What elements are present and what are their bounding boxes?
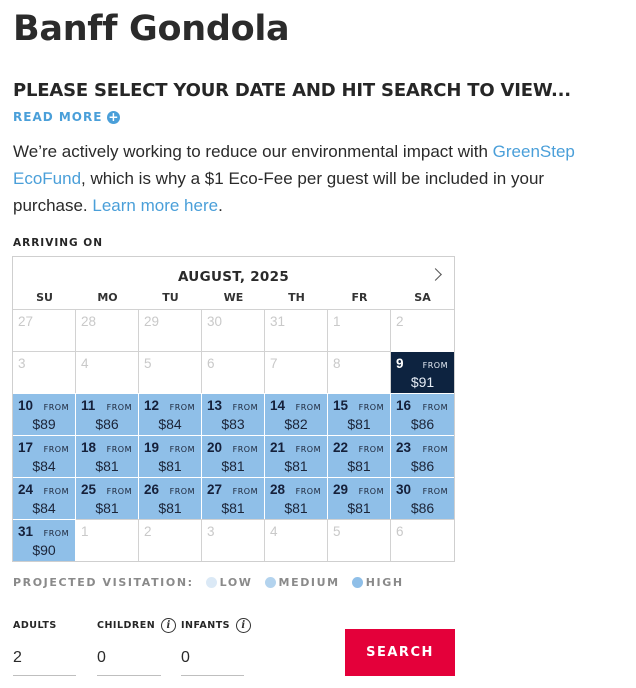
day-price: $81 <box>95 500 119 516</box>
arriving-on-label: ARRIVING ON <box>13 237 104 249</box>
weekday-row <box>13 287 454 309</box>
day-number: 4 <box>81 356 89 371</box>
day-number: 12 <box>144 398 160 413</box>
adults-label-text: ADULTS <box>13 619 57 631</box>
day-number: 15 <box>333 398 349 413</box>
day-price: $83 <box>221 416 245 432</box>
infants-input[interactable] <box>181 645 244 676</box>
from-label: FROM <box>232 403 258 412</box>
day-number: 6 <box>396 524 404 539</box>
day-number: 23 <box>396 440 412 455</box>
eco-fee-notice <box>13 138 623 219</box>
children-field <box>97 618 176 676</box>
day-number: 28 <box>270 482 286 497</box>
day-number: 1 <box>81 524 89 539</box>
legend-medium <box>265 576 340 589</box>
page-subtitle: PLEASE SELECT YOUR DATE AND HIT SEARCH TO VIEW... <box>13 80 571 101</box>
day-number: 16 <box>396 398 412 413</box>
calendar-day[interactable] <box>76 477 139 519</box>
day-number: 22 <box>333 440 349 455</box>
calendar-day-disabled <box>265 351 328 393</box>
projected-visitation-legend <box>13 576 404 589</box>
day-number: 24 <box>18 482 34 497</box>
day-price: $81 <box>347 500 371 516</box>
calendar-day[interactable] <box>265 477 328 519</box>
search-button[interactable]: SEARCH <box>345 629 455 676</box>
legend-low <box>206 576 253 589</box>
calendar-day[interactable] <box>202 435 265 477</box>
day-number: 31 <box>270 314 286 329</box>
date-calendar <box>12 256 455 562</box>
day-number: 3 <box>207 524 215 539</box>
day-number: 17 <box>18 440 34 455</box>
day-price: $86 <box>410 500 435 516</box>
calendar-day-disabled <box>76 519 139 561</box>
from-label: FROM <box>43 403 69 412</box>
day-number: 11 <box>81 398 96 413</box>
info-icon[interactable]: i <box>161 618 176 633</box>
calendar-day[interactable] <box>265 393 328 435</box>
calendar-day-disabled <box>391 309 454 351</box>
from-label: FROM <box>295 403 321 412</box>
day-price: $82 <box>284 416 308 432</box>
calendar-day[interactable] <box>139 477 202 519</box>
calendar-grid <box>13 309 454 561</box>
calendar-day-disabled <box>328 351 391 393</box>
eco-text-1: We’re actively working to reduce our environmental impact with <box>13 142 493 161</box>
from-label: FROM <box>422 445 448 454</box>
learn-more-link[interactable]: Learn more here <box>92 196 219 215</box>
visitation-label: PROJECTED VISITATION: <box>13 576 194 589</box>
legend-high-label: HIGH <box>365 576 404 589</box>
calendar-day[interactable] <box>13 393 76 435</box>
calendar-day[interactable] <box>13 435 76 477</box>
day-number: 30 <box>396 482 412 497</box>
from-label: FROM <box>43 487 69 496</box>
read-more-label: READ MORE <box>13 110 103 124</box>
read-more-link[interactable] <box>13 110 120 124</box>
from-label: FROM <box>422 403 448 412</box>
calendar-day[interactable] <box>328 477 391 519</box>
weekday-label: TH <box>288 291 305 304</box>
day-number: 25 <box>81 482 97 497</box>
from-label: FROM <box>169 445 195 454</box>
from-label: FROM <box>358 403 384 412</box>
adults-input[interactable] <box>13 645 76 676</box>
day-price: $86 <box>95 416 119 432</box>
from-label: FROM <box>232 445 258 454</box>
infants-label <box>181 618 251 632</box>
calendar-day-disabled <box>265 519 328 561</box>
day-number: 28 <box>81 314 97 329</box>
calendar-day[interactable] <box>265 435 328 477</box>
calendar-day-disabled <box>202 351 265 393</box>
weekday-label: MO <box>97 291 118 304</box>
calendar-day[interactable] <box>391 393 454 435</box>
from-label: FROM <box>43 445 69 454</box>
legend-medium-label: MEDIUM <box>278 576 340 589</box>
weekday-label: SA <box>414 291 431 304</box>
weekday-label: WE <box>223 291 244 304</box>
weekday-label: FR <box>351 291 368 304</box>
calendar-day[interactable] <box>391 435 454 477</box>
day-price: $89 <box>32 416 56 432</box>
from-label: FROM <box>358 487 384 496</box>
day-price: $81 <box>158 458 182 474</box>
day-price: $84 <box>32 458 56 474</box>
calendar-day-disabled <box>76 309 139 351</box>
day-number: 8 <box>333 356 341 371</box>
adults-label <box>13 618 76 632</box>
children-label <box>97 618 176 632</box>
from-label: FROM <box>106 487 132 496</box>
page-title: Banff Gondola <box>13 9 290 49</box>
calendar-day[interactable] <box>76 393 139 435</box>
from-label: FROM <box>169 487 195 496</box>
calendar-day-disabled <box>139 351 202 393</box>
day-number: 5 <box>333 524 341 539</box>
adults-field <box>13 618 76 676</box>
day-number: 1 <box>333 314 341 329</box>
infants-label-text: INFANTS <box>181 619 231 631</box>
from-label: FROM <box>295 445 321 454</box>
calendar-day[interactable] <box>328 393 391 435</box>
calendar-day-disabled <box>13 309 76 351</box>
calendar-day-disabled <box>202 519 265 561</box>
day-price: $91 <box>410 374 435 390</box>
children-label-text: CHILDREN <box>97 619 156 631</box>
calendar-day[interactable] <box>13 477 76 519</box>
day-price: $81 <box>284 458 308 474</box>
legend-low-label: LOW <box>219 576 253 589</box>
day-number: 2 <box>396 314 404 329</box>
day-number: 21 <box>270 440 286 455</box>
day-number: 4 <box>270 524 278 539</box>
day-number: 13 <box>207 398 223 413</box>
from-label: FROM <box>295 487 321 496</box>
day-number: 26 <box>144 482 160 497</box>
day-price: $86 <box>410 458 435 474</box>
day-price: $81 <box>347 416 371 432</box>
high-dot-icon <box>352 577 363 588</box>
from-label: FROM <box>422 487 448 496</box>
day-number: 18 <box>81 440 97 455</box>
calendar-day[interactable] <box>202 477 265 519</box>
from-label: FROM <box>358 445 384 454</box>
day-number: 29 <box>333 482 349 497</box>
day-number: 30 <box>207 314 223 329</box>
low-dot-icon <box>206 577 217 588</box>
day-number: 10 <box>18 398 34 413</box>
calendar-day-disabled <box>328 309 391 351</box>
legend-high <box>352 576 404 589</box>
day-price: $81 <box>221 458 245 474</box>
day-number: 27 <box>207 482 223 497</box>
calendar-day[interactable] <box>76 435 139 477</box>
calendar-day[interactable] <box>139 393 202 435</box>
day-price: $84 <box>32 500 56 516</box>
calendar-day-disabled <box>202 309 265 351</box>
infants-field <box>181 618 251 676</box>
medium-dot-icon <box>265 577 276 588</box>
calendar-day-disabled <box>391 519 454 561</box>
from-label: FROM <box>43 529 69 538</box>
day-number: 9 <box>396 356 404 371</box>
from-label: FROM <box>106 445 132 454</box>
day-number: 29 <box>144 314 160 329</box>
calendar-day[interactable] <box>13 519 76 561</box>
calendar-day-disabled <box>13 351 76 393</box>
calendar-day[interactable] <box>202 393 265 435</box>
day-price: $81 <box>347 458 371 474</box>
day-price: $81 <box>284 500 308 516</box>
calendar-day-disabled <box>139 519 202 561</box>
day-number: 3 <box>18 356 26 371</box>
day-number: 14 <box>270 398 286 413</box>
calendar-day[interactable] <box>139 435 202 477</box>
day-price: $81 <box>158 500 182 516</box>
from-label: FROM <box>169 403 195 412</box>
info-icon[interactable]: i <box>236 618 251 633</box>
calendar-day-disabled <box>328 519 391 561</box>
day-number: 20 <box>207 440 223 455</box>
day-number: 19 <box>144 440 160 455</box>
weekday-label: TU <box>162 291 179 304</box>
from-label: FROM <box>106 403 132 412</box>
day-price: $86 <box>410 416 435 432</box>
day-number: 31 <box>18 524 34 539</box>
children-input[interactable] <box>97 645 161 676</box>
calendar-day[interactable] <box>328 435 391 477</box>
day-number: 5 <box>144 356 152 371</box>
calendar-month: AUGUST, 2025 <box>177 269 290 285</box>
day-price: $90 <box>32 542 56 558</box>
day-number: 6 <box>207 356 215 371</box>
calendar-day-selected[interactable] <box>391 351 454 393</box>
day-price: $81 <box>95 458 119 474</box>
day-price: $81 <box>221 500 245 516</box>
from-label: FROM <box>422 361 448 370</box>
calendar-day-disabled <box>139 309 202 351</box>
day-number: 27 <box>18 314 34 329</box>
weekday-label: SU <box>36 291 53 304</box>
eco-text-2: , which is why a $1 Eco-Fee per guest will be included in your purchase. <box>13 169 545 215</box>
eco-text-3: . <box>218 196 223 215</box>
calendar-day-disabled <box>76 351 139 393</box>
calendar-day[interactable] <box>391 477 454 519</box>
calendar-header <box>13 257 454 287</box>
calendar-day-disabled <box>265 309 328 351</box>
from-label: FROM <box>232 487 258 496</box>
day-number: 7 <box>270 356 278 371</box>
plus-circle-icon: + <box>108 109 120 124</box>
greenstep-ecofund-link[interactable]: GreenStep EcoFund <box>13 142 575 188</box>
day-number: 2 <box>144 524 152 539</box>
day-price: $84 <box>158 416 182 432</box>
